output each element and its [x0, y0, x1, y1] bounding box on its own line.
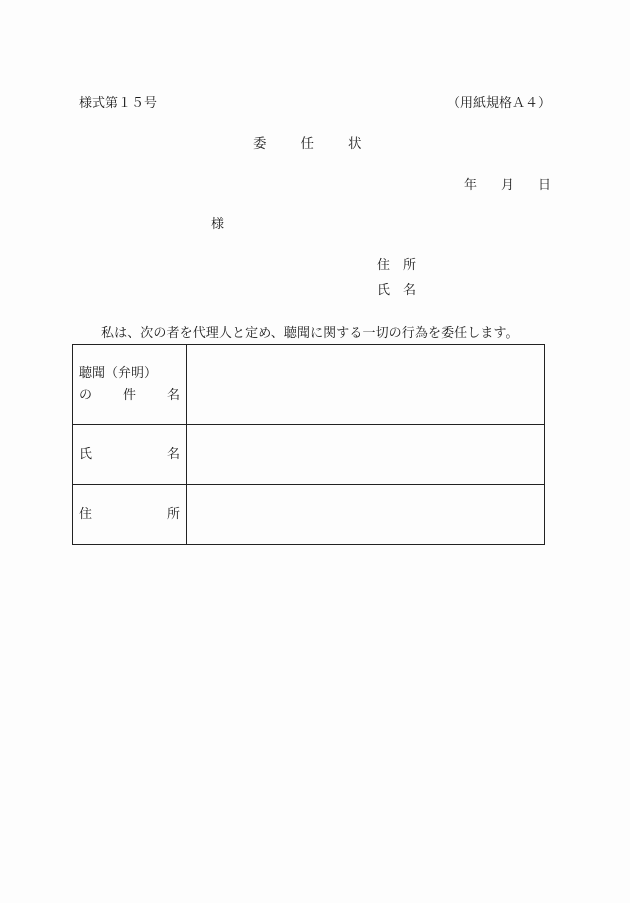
title-char: 任	[300, 136, 314, 152]
hearing-case-label-line2	[79, 385, 180, 407]
agent-name-label	[79, 444, 180, 466]
label-char: の	[79, 387, 93, 403]
agent-address-label	[79, 504, 180, 526]
addressee-suffix: 様	[211, 217, 225, 232]
label-char: 住	[79, 506, 93, 522]
hearing-case-value-cell[interactable]	[187, 345, 545, 425]
date-day-label: 日	[537, 178, 551, 193]
label-char: 氏	[79, 446, 93, 462]
principal-address-label: 住 所	[377, 258, 417, 273]
table-row	[73, 485, 545, 545]
agent-address-label-cell	[73, 485, 187, 545]
date-year-label: 年	[463, 178, 477, 193]
date-month-label: 月	[500, 178, 514, 193]
title-char: 状	[348, 136, 362, 152]
agent-name-value-cell[interactable]	[187, 425, 545, 485]
paper-spec: （用紙規格Ａ４）	[446, 96, 551, 111]
label-char: 件	[122, 387, 136, 403]
label-char: 名	[166, 446, 180, 462]
label-char: 所	[166, 506, 180, 522]
title-char: 委	[253, 136, 267, 152]
document-title	[253, 138, 362, 152]
delegation-statement: 私は、次の者を代理人と定め、聴聞に関する一切の行為を委任します。	[101, 326, 519, 341]
delegation-table	[72, 344, 545, 545]
hearing-case-label-line1: 聴聞（弁明）	[79, 365, 158, 381]
agent-address-value-cell[interactable]	[187, 485, 545, 545]
form-number: 様式第１５号	[79, 96, 158, 111]
principal-name-label: 氏 名	[377, 283, 417, 298]
date-line	[464, 179, 551, 192]
agent-name-label-cell	[73, 425, 187, 485]
table-row	[73, 425, 545, 485]
table-row	[73, 345, 545, 425]
hearing-case-label-cell	[73, 345, 187, 425]
label-char: 名	[166, 387, 180, 403]
